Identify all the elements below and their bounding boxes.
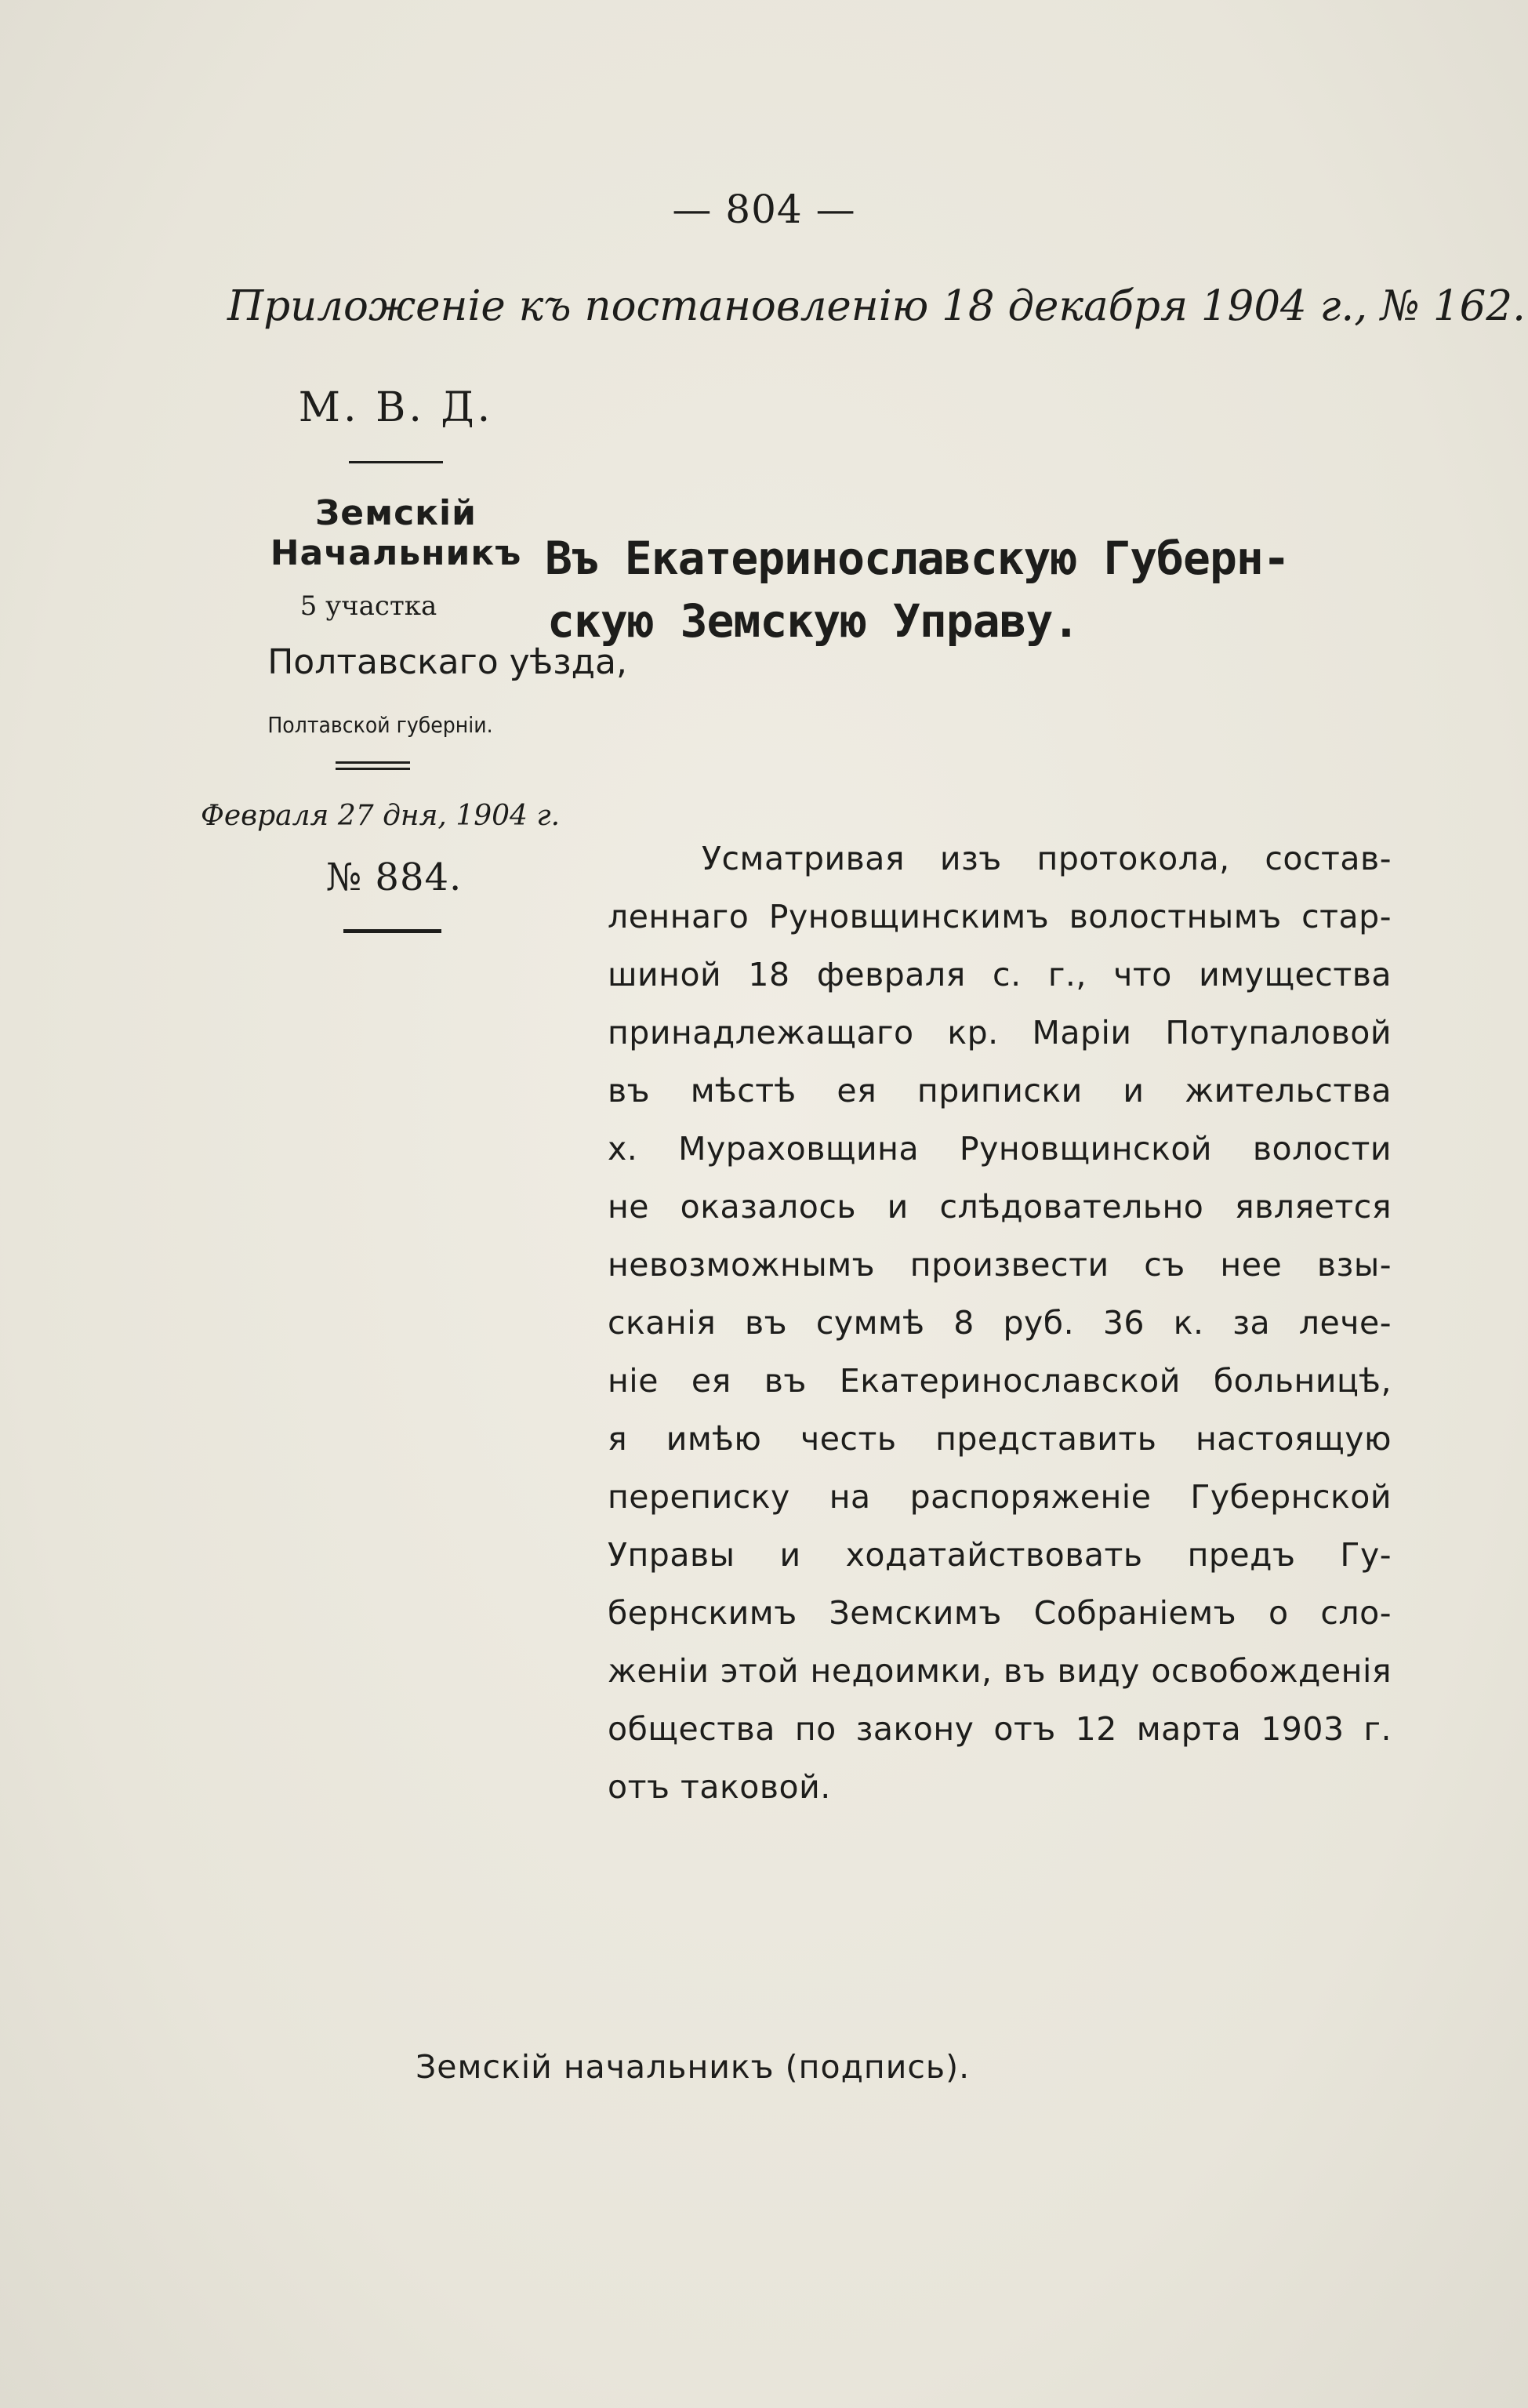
appendix-heading: Приложеніе къ постановленію 18 декабря 1904 г., № 162. <box>227 282 1526 330</box>
body-line: х. Мураховщина Руновщинской волости <box>608 1130 1392 1168</box>
body-line: принадлежащаго кр. Маріи Потупаловой <box>608 1014 1392 1051</box>
body-line: невозможнымъ произвести съ нее взы- <box>608 1246 1392 1284</box>
body-line: шиной 18 февраля с. г., что имущества <box>608 956 1392 993</box>
official-title: Земскій Начальникъ <box>270 493 522 573</box>
body-line: леннаго Руновщинскимъ волостнымъ стар- <box>608 898 1392 935</box>
body-line: Усматривая изъ протокола, состав- <box>702 840 1392 877</box>
district-label: 5 участка <box>299 590 437 622</box>
double-divider <box>336 761 410 770</box>
body-line: я имѣю честь представить настоящую <box>608 1420 1392 1458</box>
divider <box>343 929 441 933</box>
addressee-line: Въ Екатеринославскую Губерн- <box>545 532 1290 585</box>
addressee-line: скую Земскую Управу. <box>547 594 1080 648</box>
gubernia-label: Полтавской губерніи. <box>267 712 493 738</box>
document-number: № 884. <box>325 855 463 899</box>
body-line: переписку на распоряженіе Губернской <box>608 1478 1392 1516</box>
body-line: бернскимъ Земскимъ Собраніемъ о сло- <box>608 1594 1392 1632</box>
body-line: отъ таковой. <box>608 1768 831 1806</box>
body-line: не оказалось и слѣдовательно является <box>608 1188 1392 1226</box>
body-line: Управы и ходатайствовать предъ Гу- <box>608 1536 1392 1574</box>
sender-block <box>188 384 627 933</box>
divider <box>349 461 443 463</box>
document-date: Февраля 27 дня, 1904 г. <box>200 800 561 832</box>
body-line: женіи этой недоимки, въ виду освобожденія <box>608 1652 1392 1690</box>
addressee <box>545 527 1399 652</box>
body-line: въ мѣстѣ ея приписки и жительства <box>608 1072 1392 1110</box>
uezd-label: Полтавскаго уѣзда, <box>267 642 627 682</box>
page-number: — 804 — <box>672 187 856 232</box>
signature: Земскій начальникъ (подпись). <box>416 2048 971 2086</box>
body-text <box>608 830 1392 1816</box>
ministry-label: М. В. Д. <box>298 384 494 431</box>
body-line: ніе ея въ Екатеринославской больницѣ, <box>608 1362 1392 1400</box>
body-line: сканія въ суммѣ 8 руб. 36 к. за лече- <box>608 1304 1392 1342</box>
body-line: общества по закону отъ 12 марта 1903 г. <box>608 1710 1392 1748</box>
